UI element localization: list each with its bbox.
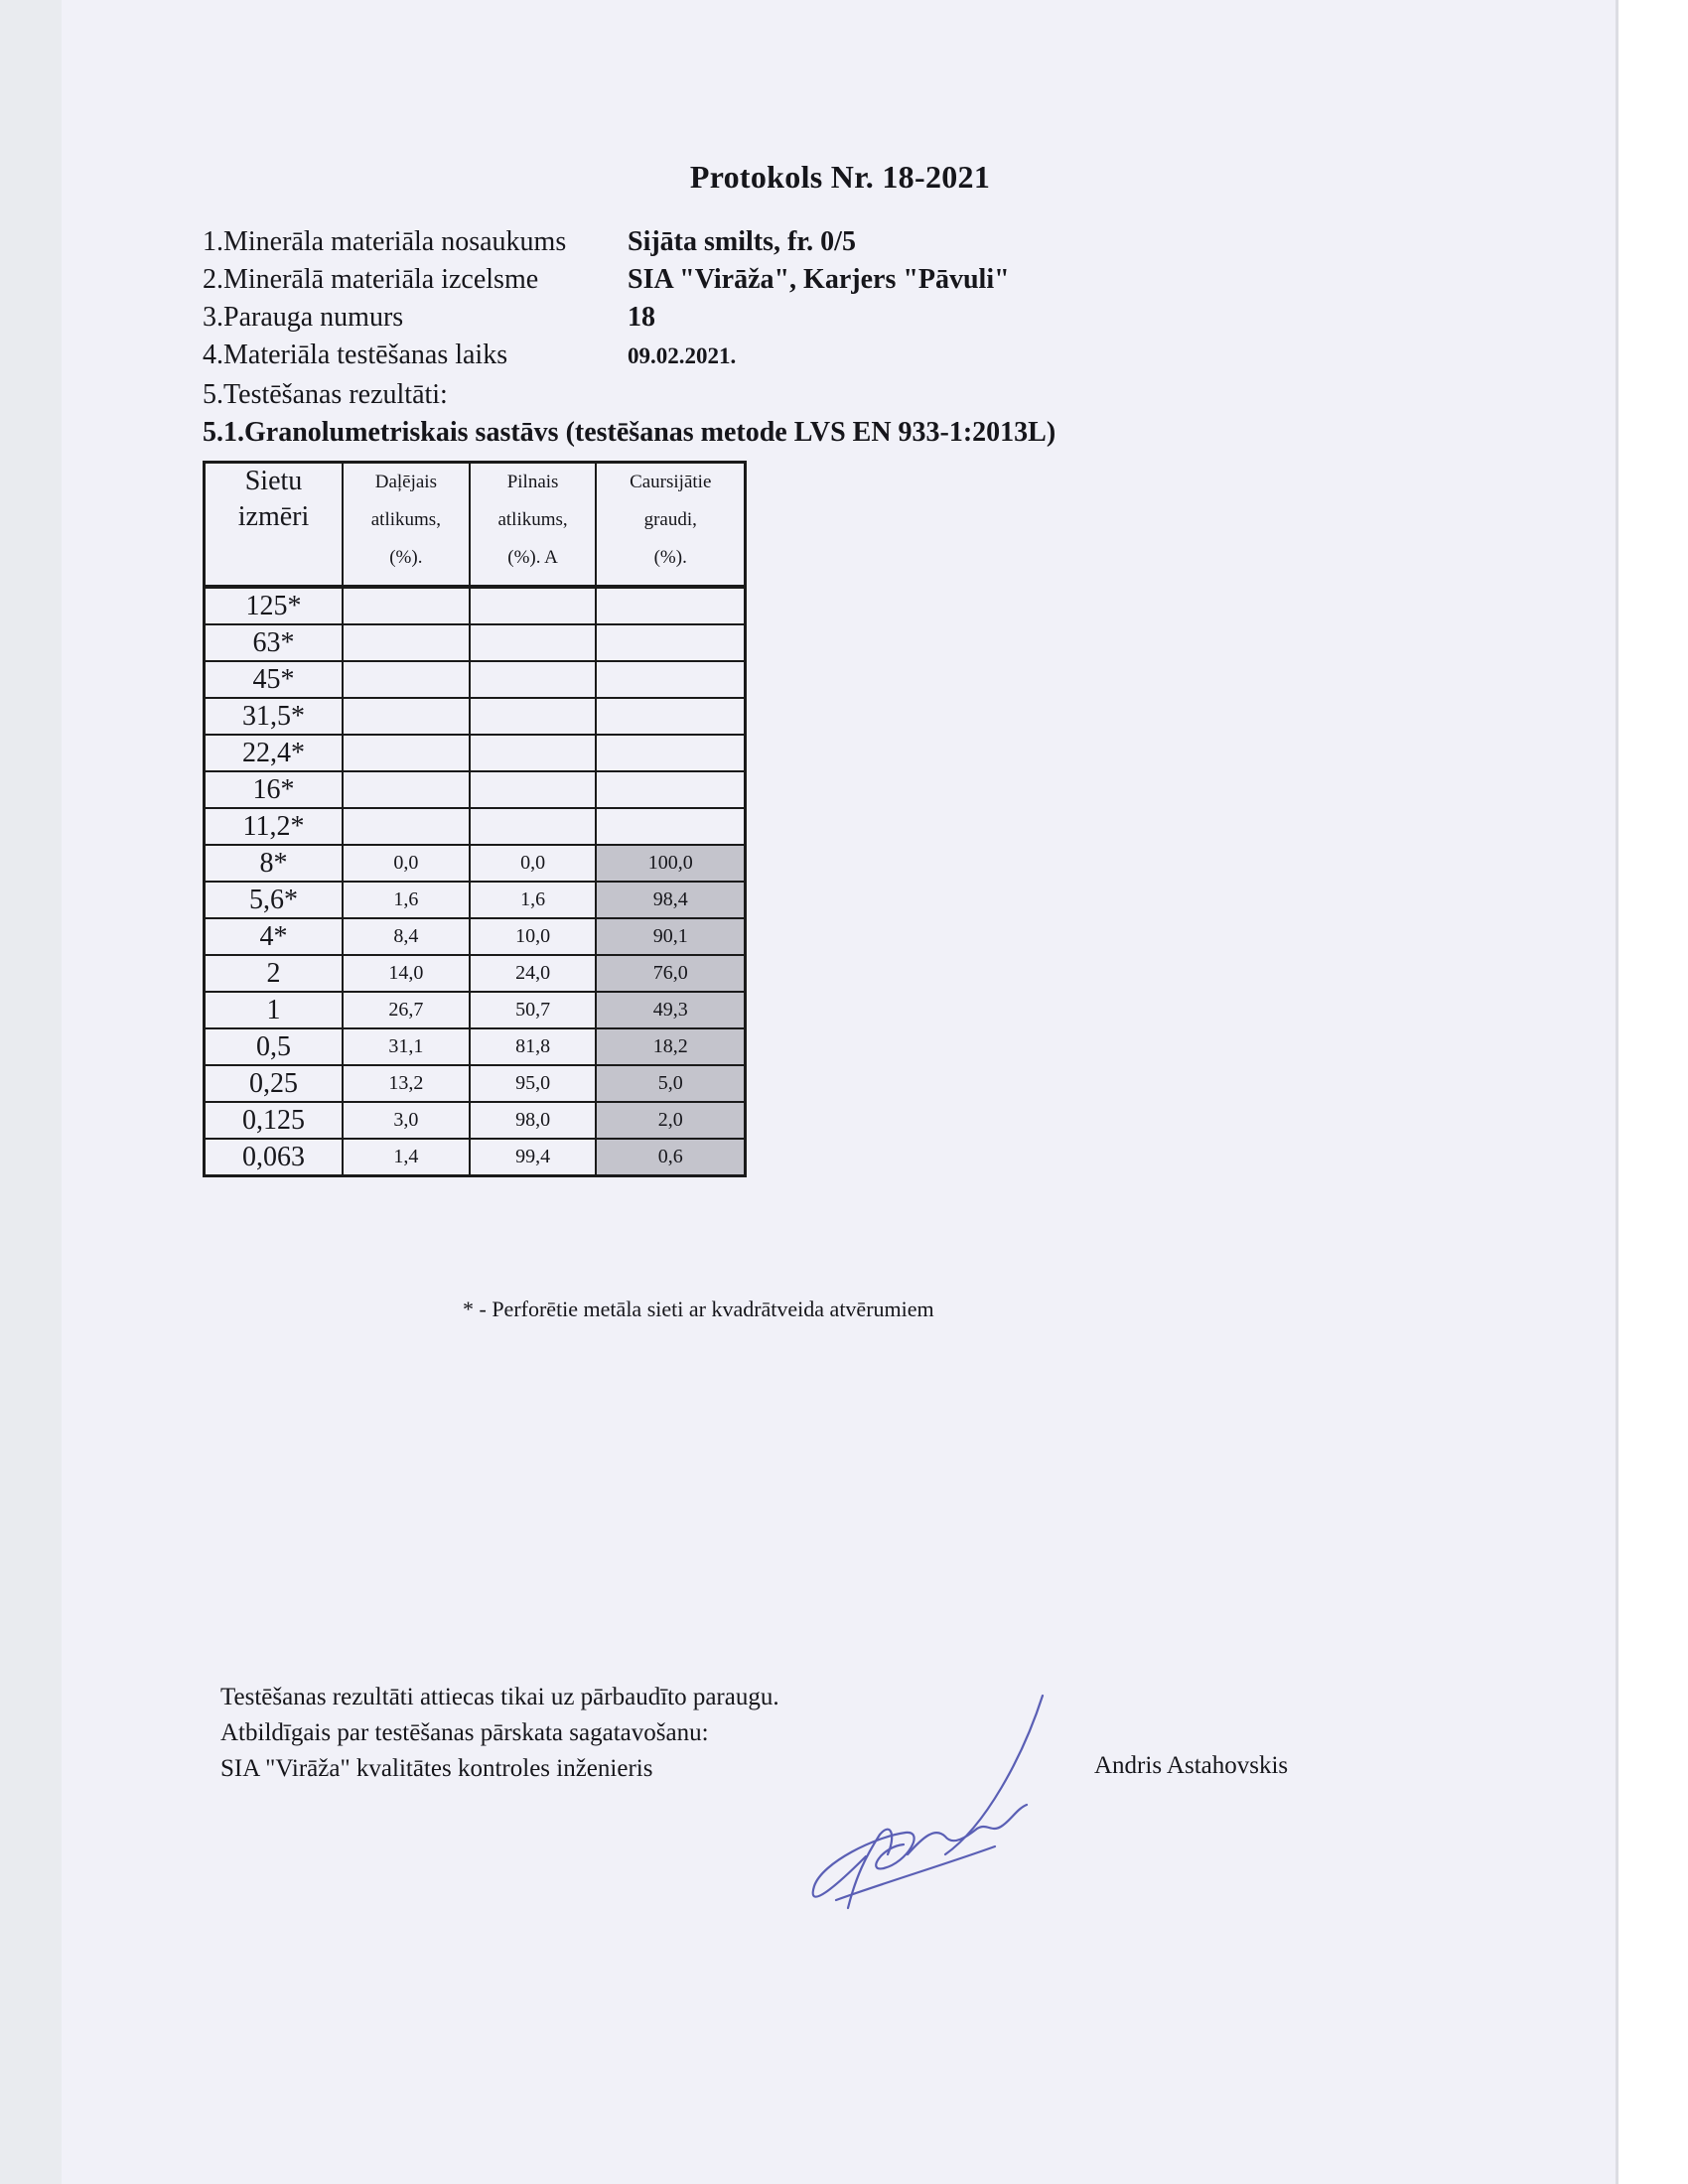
partial-residue-cell [343,698,470,735]
total-residue-cell: 98,0 [470,1102,597,1139]
size-cell: 0,125 [205,1102,344,1139]
partial-residue-cell [343,808,470,845]
passing-cell: 49,3 [596,992,745,1028]
header-sieve-size: Sietu izmēri [205,463,344,588]
size-cell: 63* [205,624,344,661]
table-row [205,882,746,918]
table-row [205,624,746,661]
passing-cell [596,624,745,661]
field-material-origin [203,262,1010,298]
table-row [205,698,746,735]
field-test-date [203,338,736,374]
total-residue-cell: 81,8 [470,1028,597,1065]
total-residue-cell [470,808,597,845]
partial-residue-cell [343,624,470,661]
field-label: 1.Minerāla materiāla nosaukums [203,226,567,257]
field-value: Sijāta smilts, fr. 0/5 [628,226,856,257]
partial-residue-cell [343,661,470,698]
total-residue-cell [470,698,597,735]
passing-cell: 5,0 [596,1065,745,1102]
partial-residue-cell: 1,4 [343,1139,470,1176]
passing-cell: 0,6 [596,1139,745,1176]
table-row [205,918,746,955]
field-value: 09.02.2021. [628,343,737,368]
table-row [205,1028,746,1065]
section-heading: 5.1.Granolumetriskais sastāvs (testēšanas metode LVS EN 933-1:2013L) [203,417,1056,448]
table-row [205,845,746,882]
table-header-row [205,463,746,588]
size-cell: 0,25 [205,1065,344,1102]
size-cell: 16* [205,771,344,808]
total-residue-cell: 99,4 [470,1139,597,1176]
size-cell: 45* [205,661,344,698]
header-passing: Caursijātie graudi, (%). [596,463,745,588]
total-residue-cell [470,771,597,808]
field-label: 2.Minerālā materiāla izcelsme [203,264,539,295]
size-cell: 2 [205,955,344,992]
passing-cell: 90,1 [596,918,745,955]
table-row [205,1065,746,1102]
partial-residue-cell [343,735,470,771]
document-page [62,0,1618,2184]
total-residue-cell: 50,7 [470,992,597,1028]
passing-cell [596,808,745,845]
size-cell: 0,063 [205,1139,344,1176]
total-residue-cell: 1,6 [470,882,597,918]
table-row [205,992,746,1028]
size-cell: 1 [205,992,344,1028]
total-residue-cell [470,624,597,661]
table-row [205,587,746,624]
partial-residue-cell [343,587,470,624]
passing-cell: 98,4 [596,882,745,918]
table-row [205,1102,746,1139]
total-residue-cell: 10,0 [470,918,597,955]
grading-table [203,461,747,1177]
footer-position: SIA "Virāža" kvalitātes kontroles inženieris [220,1755,653,1782]
passing-cell [596,698,745,735]
passing-cell [596,587,745,624]
field-label: 3.Parauga numurs [203,302,404,333]
partial-residue-cell: 8,4 [343,918,470,955]
passing-cell [596,735,745,771]
passing-cell: 18,2 [596,1028,745,1065]
field-value: SIA "Virāža", Karjers "Pāvuli" [628,264,1010,295]
total-residue-cell [470,587,597,624]
size-cell: 8* [205,845,344,882]
signature [796,1688,1064,1916]
signatory-name: Andris Astahovskis [1094,1752,1289,1779]
partial-residue-cell: 3,0 [343,1102,470,1139]
passing-cell [596,771,745,808]
total-residue-cell [470,735,597,771]
field-sample-number [203,300,655,336]
scan-edge [1618,0,1688,2184]
table-row [205,955,746,992]
field-label: 4.Materiāla testēšanas laiks [203,340,508,370]
document-title: Protokols Nr. 18-2021 [689,159,991,195]
footnote: * - Perforētie metāla sieti ar kvadrātveida atvērumiem [463,1297,934,1321]
field-value: 18 [628,302,655,333]
field-material-name [203,224,856,260]
partial-residue-cell: 31,1 [343,1028,470,1065]
partial-residue-cell: 14,0 [343,955,470,992]
table-row [205,771,746,808]
partial-residue-cell: 13,2 [343,1065,470,1102]
total-residue-cell: 0,0 [470,845,597,882]
total-residue-cell [470,661,597,698]
passing-cell [596,661,745,698]
size-cell: 0,5 [205,1028,344,1065]
size-cell: 4* [205,918,344,955]
table-row [205,808,746,845]
passing-cell: 2,0 [596,1102,745,1139]
total-residue-cell: 24,0 [470,955,597,992]
header-total-residue: Pilnais atlikums, (%). A [470,463,597,588]
table-row [205,1139,746,1176]
size-cell: 5,6* [205,882,344,918]
size-cell: 125* [205,587,344,624]
partial-residue-cell: 0,0 [343,845,470,882]
size-cell: 31,5* [205,698,344,735]
table-body [205,587,746,1176]
size-cell: 22,4* [205,735,344,771]
size-cell: 11,2* [205,808,344,845]
passing-cell: 76,0 [596,955,745,992]
header-partial-residue: Daļējais atlikums, (%). [343,463,470,588]
passing-cell: 100,0 [596,845,745,882]
table-row [205,661,746,698]
table-row [205,735,746,771]
partial-residue-cell [343,771,470,808]
footer-responsible: Atbildīgais par testēšanas pārskata sagatavošanu: [220,1719,709,1746]
total-residue-cell: 95,0 [470,1065,597,1102]
partial-residue-cell: 26,7 [343,992,470,1028]
footer-note: Testēšanas rezultāti attiecas tikai uz pārbaudīto paraugu. [220,1684,779,1710]
partial-residue-cell: 1,6 [343,882,470,918]
results-label: 5.Testēšanas rezultāti: [203,379,448,410]
